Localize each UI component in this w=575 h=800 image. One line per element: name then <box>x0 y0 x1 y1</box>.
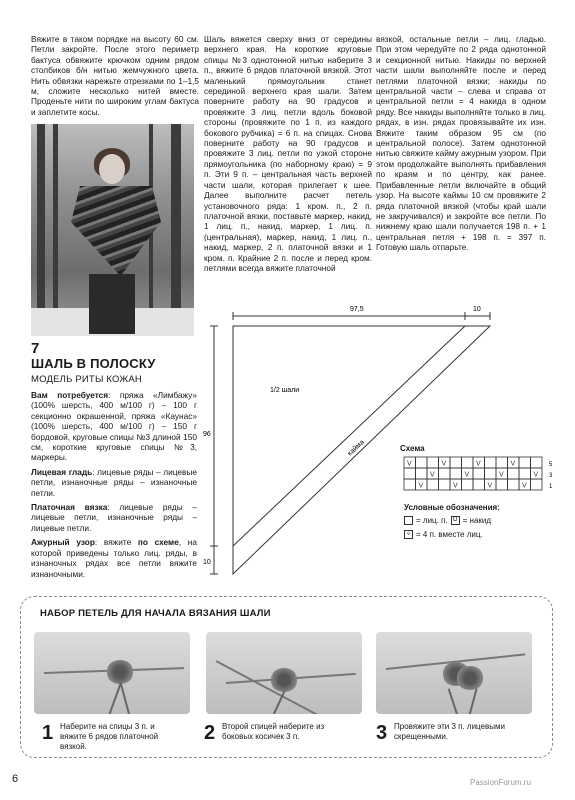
need-label: Вам потребуется <box>31 390 109 400</box>
watermark: PassionForum.ru <box>470 778 531 787</box>
legend-yo-text: = накид <box>462 516 492 525</box>
dim-top-label: 97,5 <box>350 306 364 313</box>
page-number: 6 <box>12 773 19 785</box>
row-label-1: 1 <box>549 484 553 490</box>
chart-symbol: V <box>487 482 493 490</box>
chart-cell <box>496 457 508 468</box>
step-3-text: Провяжите эти 3 п. лицевыми скрещенными. <box>394 722 505 741</box>
yarn-over-icon: O <box>451 516 460 525</box>
chart-cell <box>485 457 497 468</box>
chart-cell <box>427 457 439 468</box>
border-label: кайма <box>346 438 366 458</box>
lace-text-a: : вяжите <box>94 537 138 548</box>
chart-cell <box>416 457 428 468</box>
model-photo <box>31 124 194 336</box>
chart-symbol: V <box>418 482 424 490</box>
row-label-3: 3 <box>549 473 553 479</box>
need-text: : пряжа «Лимбажу» (100% шерсть, 400 м/100 г) – 100 г секционно окрашенной, пряжа «Каунас» (100% шерсть, 400 м/100 г) – 150 г бордовой, круговые спицы №3 длиной 150 см, короткие круговые спицы №3, маркеры. <box>31 390 197 463</box>
chart-cell <box>439 479 451 490</box>
chart-cell <box>439 468 451 479</box>
chart-symbol: V <box>522 482 527 490</box>
lace-pattern-label: Ажурный узор <box>31 537 95 548</box>
knit-stitch-icon <box>404 516 413 525</box>
dim-left-label: 96 <box>203 431 211 438</box>
chart-cell <box>462 479 474 490</box>
chart-cell <box>404 468 416 479</box>
chart-cell <box>473 479 485 490</box>
chart-cell <box>450 468 462 479</box>
chart-cell <box>496 479 508 490</box>
legend-knit-text: = лиц. п. <box>416 516 448 525</box>
chart-symbol: V <box>510 460 516 468</box>
chart-symbol: V <box>430 471 435 479</box>
chart-cell <box>473 468 485 479</box>
step-3-photo <box>376 632 532 714</box>
section-number: 7 <box>31 340 40 357</box>
shawl-diagram <box>200 296 500 586</box>
k4tog-icon: ⩒ <box>404 530 413 539</box>
chart-cell <box>462 457 474 468</box>
lace-chart <box>400 456 560 492</box>
step-1-number: 1 <box>42 722 54 744</box>
half-shawl-label: 1/2 шали <box>270 387 300 394</box>
step-3-number: 3 <box>376 722 388 744</box>
legend-title: Условные обозначения: <box>404 503 500 512</box>
chart-cell <box>519 457 531 468</box>
lace-text-b: по схеме <box>137 537 179 548</box>
chart-cell <box>531 457 543 468</box>
dim-top-right-label: 10 <box>473 306 481 313</box>
pattern-subtitle: МОДЕЛЬ РИТЫ КОЖАН <box>31 374 142 385</box>
chart-cell <box>531 479 543 490</box>
chart-cell <box>485 468 497 479</box>
chart-symbol: V <box>499 471 504 479</box>
step-1-photo <box>34 632 190 714</box>
instructions-column-2: Шаль вяжется сверху вниз от середины верхнего края. На короткие круговые спицы №3 однотонной нитью наберите 3 п., вяжите 6 рядов платочной вязкой. Этот маленький прямоугольник станет серединой верхнего края шали. Затем поверните работу на 90 градусов и провяжите 3 лиц. петли вдоль боковой стороны (провяжите по 1 п. из каждого бокового рубчика) = 6 п. на спицах. Снова поверните работу на 90 градусов и провяжите 3 лиц. петли по узкой стороне прямоугольника (по наборному краю) = 9 п. Эти 9 п. – центральная часть верхней части шали, которая прилегает к шее. Далее выполните расчет петель установочного ряда: 1 кром. п., 2 п. платочной вязки, поставьте маркер, накид, 1 лиц. п., накид, маркер, 1 лиц. п. (центральная), маркер, накид, 1 лиц. п., накид, маркер, 2 п. платочной вязки и 1 кром. п. Крайние 2 п. после и перед кром. петлями всегда вяжите платочной <box>204 34 372 273</box>
chart-cell <box>427 479 439 490</box>
intro-paragraph: Вяжите в таком порядке на высоту 60 см. Петли закройте. После этого периметр бактуса обвяжите крючком одним рядом столбиков б/н нитью жемчужного цвета. Нить обвязки нарежьте отрезками по 1–1,5 м, сложите несколько нитей вместе. Проденьте нити по широким углам бактуса и заплетите косы. <box>31 34 199 117</box>
step-2-text: Второй спицей наберите из боковых косичек 3 п. <box>222 722 325 741</box>
chart-symbol: V <box>464 471 470 479</box>
garter-stitch-text: : лицевые ряды – лицевые петли, изнаночные ряды – лицевые петли. <box>31 502 197 533</box>
instructions-column-3: вязкой, остальные петли – лиц. гладью. При этом чередуйте по 2 ряда однотонной и секционной нитью. Накиды по верхней части шали выполняйте после и перед петлями платочной вязки; накиды по центральной части – слева и справа от центральной петли = 4 накида в одном ряду. Все накиды выполняйте только в лиц. рядах, в изн. рядах провязывайте их изн. Вяжите таким образом 95 см (по центральной полосе). Затем однотонной нитью свяжите кайму ажурным узором. При этом продолжайте выполнять прибавления по краям и по центру, как ранее. Прибавленные петли включайте в общий узор. На высоте каймы 10 см провяжите 2 ряда платочной вязкой (чтобы край шали не закручивался) и закройте все петли. По нижнему краю шали получается 198 п. + 1 центральная петля + 198 п. = 397 п. Готовую шаль отпарьте. <box>376 34 546 253</box>
garter-stitch-label: Платочная вязка <box>31 502 108 513</box>
chart-cell <box>519 468 531 479</box>
chart-cell <box>416 468 428 479</box>
legend-row-2 <box>404 530 483 539</box>
schema-title: Схема <box>400 444 425 453</box>
step-1-text: Наберите на спицы 3 п. и вяжите 6 рядов платочной вязкой. <box>60 722 159 751</box>
row-label-5: 5 <box>549 462 553 468</box>
dim-bottom-left-label: 10 <box>203 559 211 566</box>
chart-cell <box>450 457 462 468</box>
chart-cell <box>508 468 520 479</box>
legend-row-1 <box>404 516 491 525</box>
chart-cell <box>404 479 416 490</box>
chart-cell <box>508 479 520 490</box>
pattern-title: ШАЛЬ В ПОЛОСКУ <box>31 356 156 371</box>
chart-symbol: V <box>407 460 412 468</box>
chart-symbol: V <box>533 471 539 479</box>
chart-symbol: V <box>476 460 481 468</box>
chart-symbol: V <box>453 482 458 490</box>
materials-block <box>31 390 197 579</box>
border-line <box>233 326 465 546</box>
step-2-number: 2 <box>204 722 216 744</box>
panel-title: НАБОР ПЕТЕЛЬ ДЛЯ НАЧАЛА ВЯЗАНИЯ ШАЛИ <box>40 608 271 619</box>
face-stitch-label: Лицевая гладь <box>31 466 93 477</box>
face-stitch-text: : лицевые ряды – лицевые петли, изнаночные ряды – изнаночные петли. <box>31 466 197 498</box>
lace-text-c: , на которой приведены только лиц. ряды, в изнаночных рядах все петли вяжите изнаночными. <box>31 537 197 579</box>
chart-symbol: V <box>441 460 447 468</box>
step-2-photo <box>206 632 362 714</box>
legend-k4tog-text: = 4 п. вместе лиц. <box>416 530 483 539</box>
